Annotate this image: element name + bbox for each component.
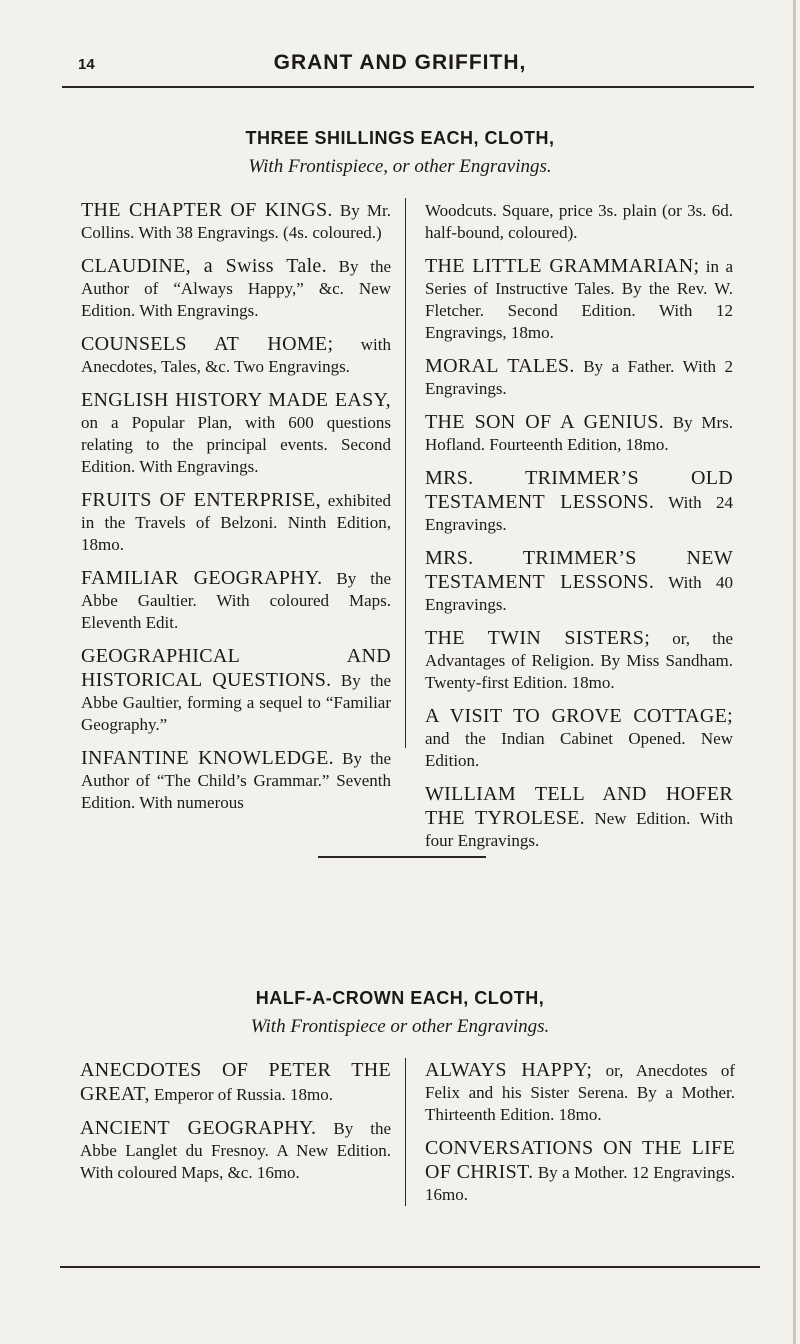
entry-description: By the Author of “The Child’s Grammar.” Seventh Edition. With numerous bbox=[81, 749, 392, 812]
catalogue-entry bbox=[80, 1116, 391, 1184]
running-header: GRANT AND GRIFFITH, bbox=[273, 51, 527, 74]
entry-description: in a Series of Instructive Tales. By the Rev. W. Fletcher. Second Edition. With 12 Engravings, 18mo. bbox=[425, 257, 733, 342]
catalogue-entry bbox=[425, 1136, 735, 1206]
catalogue-entry bbox=[81, 332, 391, 378]
entry-title: THE SON OF A GENIUS. bbox=[425, 411, 665, 433]
entry-title: A VISIT TO GROVE COTTAGE; bbox=[425, 705, 733, 727]
catalogue-entry bbox=[80, 1058, 391, 1106]
entry-description: By a Father. With 2 Engravings. bbox=[425, 357, 733, 398]
catalogue-entry bbox=[425, 782, 733, 852]
entry-description: or, the Advantages of Religion. By Miss Sandham. Twenty-first Edition. 18mo. bbox=[425, 629, 733, 692]
entry-description: Emperor of Russia. 18mo. bbox=[154, 1085, 333, 1104]
entry-description: By the Abbe Gaultier, forming a sequel to “Familiar Geography.” bbox=[81, 671, 392, 734]
catalogue-entry bbox=[81, 488, 391, 556]
catalogue-entry bbox=[425, 704, 733, 772]
entry-title: GEOGRAPHICAL AND HISTORICAL QUESTIONS. bbox=[81, 645, 391, 691]
entry-description: With 40 Engravings. bbox=[425, 573, 733, 614]
left-column bbox=[81, 198, 391, 824]
catalogue-entry bbox=[425, 1058, 735, 1126]
entry-description: New Edition. With four Engravings. bbox=[425, 809, 733, 850]
column-divider bbox=[405, 1058, 406, 1206]
entry-title: ANCIENT GEOGRAPHY. bbox=[80, 1117, 317, 1139]
entry-description: and the Indian Cabinet Opened. New Edition. bbox=[425, 729, 733, 770]
catalogue-entry bbox=[425, 254, 733, 344]
header-rule bbox=[62, 86, 754, 88]
entry-description: or, Anecdotes of Felix and his Sister Serena. By a Mother. Thirteenth Edition. 18mo. bbox=[425, 1061, 735, 1124]
catalogue-entry bbox=[425, 198, 733, 244]
entry-title: COUNSELS AT HOME; bbox=[81, 333, 334, 355]
entry-title: THE CHAPTER OF KINGS. bbox=[81, 199, 333, 221]
entry-title: CLAUDINE, a Swiss Tale. bbox=[81, 255, 327, 277]
footer-rule bbox=[60, 1266, 760, 1268]
section-subtitle: With Frontispiece or other Engravings. bbox=[250, 1016, 550, 1037]
catalogue-entry bbox=[81, 198, 391, 244]
page-edge bbox=[793, 0, 796, 1344]
entry-title: THE LITTLE GRAMMARIAN; bbox=[425, 255, 700, 277]
entry-title: MORAL TALES. bbox=[425, 355, 575, 377]
entry-description: By the Author of “Always Happy,” &c. New Edition. With Engravings. bbox=[81, 257, 392, 320]
catalogue-entry bbox=[81, 746, 391, 814]
entry-title: ALWAYS HAPPY; bbox=[425, 1059, 593, 1081]
section-separator bbox=[318, 856, 486, 858]
entry-title: FAMILIAR GEOGRAPHY. bbox=[81, 567, 323, 589]
catalogue-entry bbox=[425, 626, 733, 694]
catalogue-entry bbox=[425, 466, 733, 536]
catalogue-entry bbox=[81, 388, 391, 478]
right-column bbox=[425, 1058, 735, 1216]
section-title: THREE SHILLINGS EACH, CLOTH, bbox=[245, 128, 555, 148]
section-title: HALF-A-CROWN EACH, CLOTH, bbox=[255, 988, 545, 1008]
entry-title: MRS. TRIMMER’S OLD TESTAMENT LESSONS. bbox=[425, 467, 733, 513]
entry-description: on a Popular Plan, with 600 questions relating to the principal events. Second Edition. With Engravings. bbox=[81, 413, 391, 476]
entry-description: With 24 Engravings. bbox=[425, 493, 733, 534]
entry-description: Woodcuts. Square, price 3s. plain (or 3s. 6d. half-bound, coloured). bbox=[425, 201, 733, 242]
entry-description: By the Abbe Langlet du Fresnoy. A New Edition. With coloured Maps, &c. 16mo. bbox=[80, 1119, 392, 1182]
entry-title: ENGLISH HISTORY MADE EASY, bbox=[81, 389, 391, 411]
entry-title: INFANTINE KNOWLEDGE. bbox=[81, 747, 334, 769]
right-column bbox=[425, 198, 733, 862]
entry-description: By a Mother. 12 Engravings. 16mo. bbox=[425, 1163, 735, 1204]
entry-title: MRS. TRIMMER’S NEW TESTAMENT LESSONS. bbox=[425, 547, 733, 593]
column-divider bbox=[405, 198, 406, 748]
catalogue-entry bbox=[425, 546, 733, 616]
catalogue-entry bbox=[81, 254, 391, 322]
entry-title: THE TWIN SISTERS; bbox=[425, 627, 651, 649]
catalogue-entry bbox=[425, 354, 733, 400]
catalogue-entry bbox=[81, 644, 391, 736]
entry-description: By Mr. Collins. With 38 Engravings. (4s. coloured.) bbox=[81, 201, 391, 242]
section-subtitle: With Frontispiece, or other Engravings. bbox=[248, 156, 552, 177]
entry-title: CONVERSATIONS ON THE LIFE OF CHRIST. bbox=[425, 1137, 735, 1183]
catalogue-entry bbox=[425, 410, 733, 456]
left-column bbox=[80, 1058, 391, 1194]
entry-title: WILLIAM TELL AND HOFER THE TYROLESE. bbox=[425, 783, 733, 829]
catalogue-entry bbox=[81, 566, 391, 634]
page-number: 14 bbox=[78, 56, 95, 73]
entry-description: By Mrs. Hofland. Fourteenth Edition, 18mo. bbox=[425, 413, 733, 454]
entry-description: with Anecdotes, Tales, &c. Two Engravings. bbox=[81, 335, 392, 376]
entry-description: exhibited in the Travels of Belzoni. Ninth Edition, 18mo. bbox=[81, 491, 392, 554]
entry-title: FRUITS OF ENTERPRISE, bbox=[81, 489, 321, 511]
entry-description: By the Abbe Gaultier. With coloured Maps. Eleventh Edit. bbox=[81, 569, 392, 632]
entry-title: ANECDOTES OF PETER THE GREAT, bbox=[80, 1059, 391, 1105]
